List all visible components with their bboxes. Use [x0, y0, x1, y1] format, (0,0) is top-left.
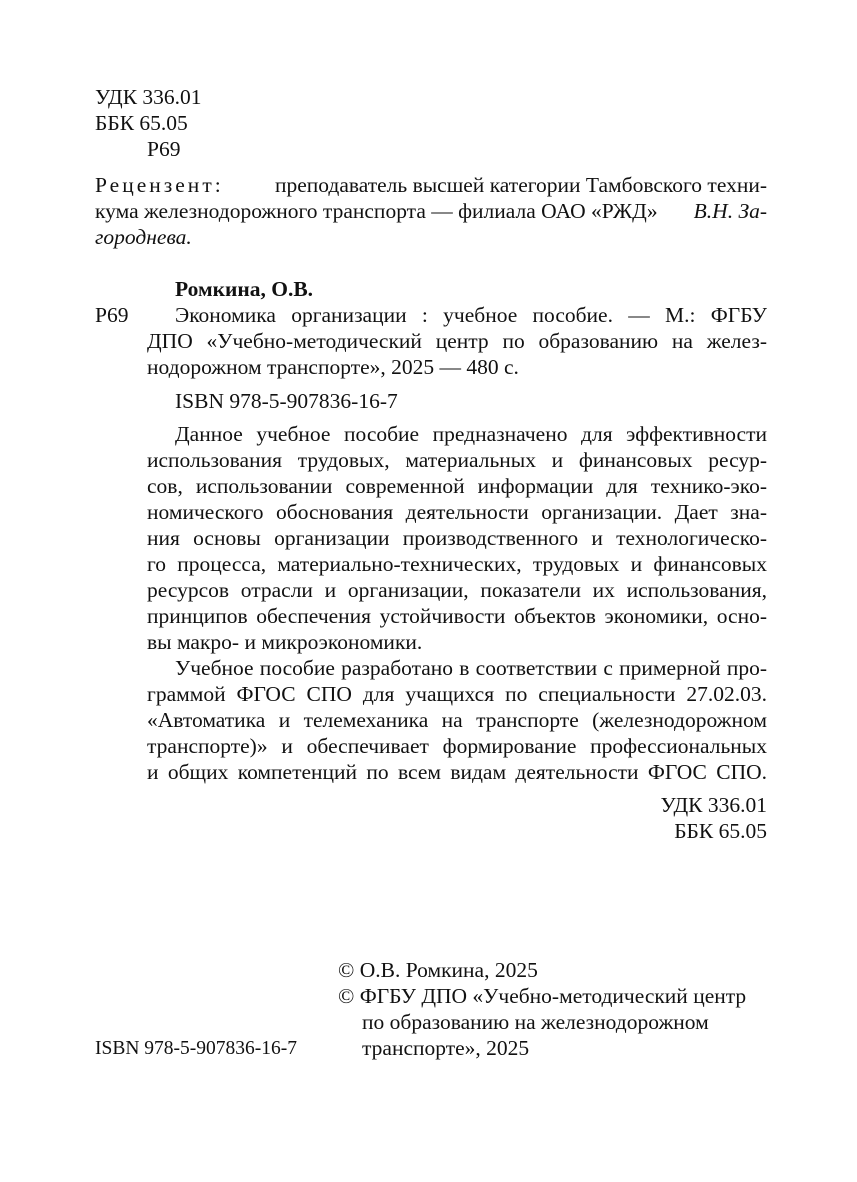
annotation-line: сов, использовании современной информации для технико-эко-	[147, 474, 767, 498]
bbk-code-right: ББК 65.05	[674, 819, 767, 843]
record-title-line: нодорожном транспорте», 2025 — 480 с.	[147, 355, 519, 379]
record-sign: Р69	[95, 303, 129, 327]
bbk-code: ББК 65.05	[95, 111, 188, 135]
copyright-publisher: © ФГБУ ДПО «Учебно-методический центр	[338, 984, 747, 1008]
reviewer-line-1	[95, 173, 767, 197]
annotation-line: Учебное пособие разработано в соответствии с примерной про-	[175, 656, 767, 680]
isbn-bottom: ISBN 978-5-907836-16-7	[95, 1038, 298, 1059]
udk-code: УДК 336.01	[95, 85, 202, 109]
author-sign: Р69	[147, 137, 181, 161]
annotation-line: вы макро- и микроэкономики.	[147, 630, 423, 654]
annotation-line: и общих компетенций по всем видам деятельности ФГОС СПО.	[147, 760, 767, 784]
record-isbn: ISBN 978-5-907836-16-7	[175, 389, 398, 413]
copyright-publisher-cont: транспорте», 2025	[362, 1036, 530, 1060]
annotation-line: принципов обеспечения устойчивости объектов экономики, осно-	[147, 604, 767, 628]
reviewer-text-2: кума железнодорожного транспорта — филиала ОАО «РЖД»	[95, 199, 658, 223]
author-heading: Ромкина, О.В.	[175, 277, 314, 301]
annotation-line: Данное учебное пособие предназначено для эффективности	[175, 422, 767, 446]
annotation-line: номического обоснования деятельности организации. Дает зна-	[147, 500, 767, 524]
reviewer-name-end: городнева.	[95, 225, 192, 249]
annotation-line: граммой ФГОС СПО для учащихся по специальности 27.02.03.	[147, 682, 767, 706]
annotation-line: ресурсов отрасли и организации, показатели их использования,	[147, 578, 767, 602]
record-title-line: Экономика организации : учебное пособие. — М.: ФГБУ	[175, 303, 767, 327]
annotation-line: ния основы организации производственного и технологическо-	[147, 526, 767, 550]
copyright-author: © О.В. Ромкина, 2025	[338, 958, 538, 982]
copyright-publisher-cont: по образованию на железнодорожном	[362, 1010, 709, 1034]
reviewer-name: В.Н. За-	[693, 199, 767, 223]
record-title-line: ДПО «Учебно-методический центр по образованию на желез-	[147, 329, 767, 353]
reviewer-text-1: преподаватель высшей категории Тамбовского техни-	[274, 173, 767, 197]
annotation-line: «Автоматика и телемеханика на транспорте (железнодорожном	[147, 708, 767, 732]
udk-code-right: УДК 336.01	[660, 793, 767, 817]
reviewer-line-2	[95, 199, 767, 223]
annotation-line: го процесса, материально-технических, трудовых и финансовых	[147, 552, 767, 576]
annotation-line: использования трудовых, материальных и финансовых ресур-	[147, 448, 767, 472]
reviewer-label: Рецензент:	[95, 173, 224, 197]
annotation-line: транспорте)» и обеспечивает формирование профессиональных	[147, 734, 767, 758]
